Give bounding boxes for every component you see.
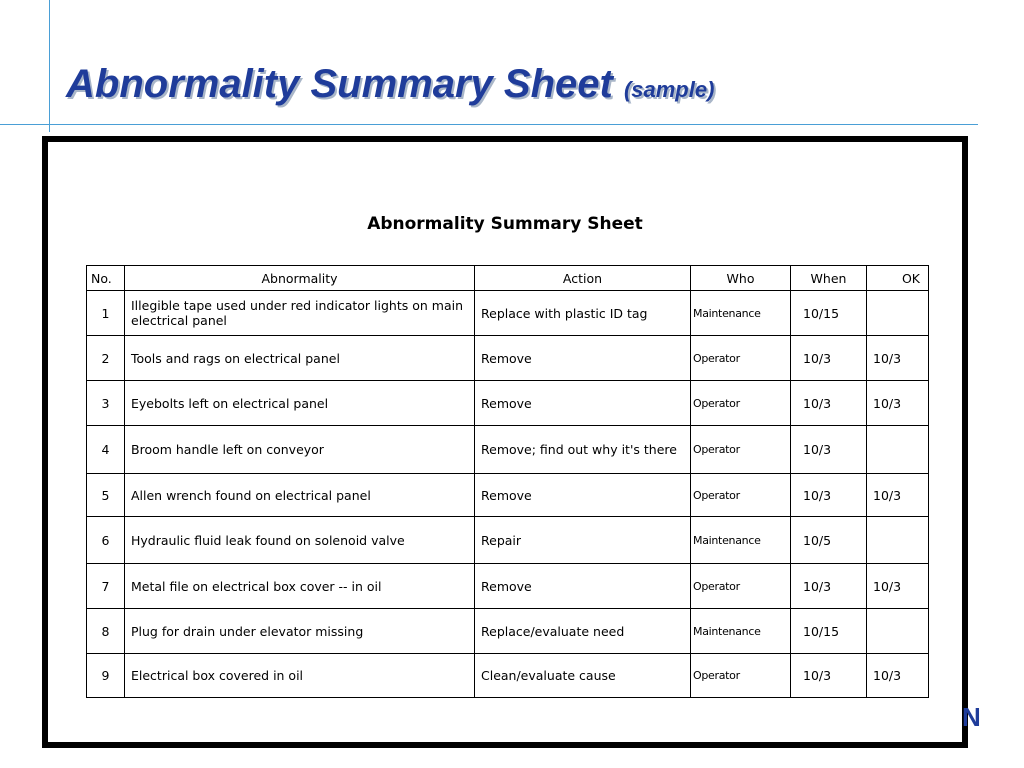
table-body [87, 291, 929, 698]
cell-action: Replace/evaluate need [475, 609, 691, 654]
cell-who: Maintenance [691, 517, 791, 564]
cell-ok: 10/3 [867, 381, 929, 426]
sheet-title: Abnormality Summary Sheet [367, 214, 643, 234]
cell-no: 3 [87, 381, 125, 426]
cell-action: Clean/evaluate cause [475, 654, 691, 698]
cell-abnormality: Tools and rags on electrical panel [125, 336, 475, 381]
cell-who: Maintenance [691, 609, 791, 654]
cell-no: 2 [87, 336, 125, 381]
table-row [87, 291, 929, 336]
cell-action: Remove [475, 564, 691, 609]
cell-ok: 10/3 [867, 336, 929, 381]
cell-ok [867, 517, 929, 564]
table-row [87, 564, 929, 609]
table-row [87, 426, 929, 474]
cell-who: Operator [691, 426, 791, 474]
cell-ok [867, 291, 929, 336]
cell-ok: 10/3 [867, 474, 929, 517]
header-action: Action [475, 266, 691, 291]
cell-no: 5 [87, 474, 125, 517]
header-abnormality: Abnormality [125, 266, 475, 291]
cell-ok [867, 426, 929, 474]
cell-ok: 10/3 [867, 564, 929, 609]
header-ok: OK [867, 266, 929, 291]
slide-subtitle: (sample) [623, 77, 715, 102]
cell-abnormality: Illegible tape used under red indicator lights on main electrical panel [125, 291, 475, 336]
cell-abnormality: Allen wrench found on electrical panel [125, 474, 475, 517]
table-row [87, 474, 929, 517]
cell-action: Remove [475, 474, 691, 517]
decorative-vertical-line [49, 0, 50, 132]
cell-when: 10/5 [791, 517, 867, 564]
cell-action: Replace with plastic ID tag [475, 291, 691, 336]
cell-when: 10/3 [791, 381, 867, 426]
cell-action: Remove; find out why it's there [475, 426, 691, 474]
cell-abnormality: Metal file on electrical box cover -- in oil [125, 564, 475, 609]
brand-letter: N [962, 702, 981, 732]
cell-action: Repair [475, 517, 691, 564]
cell-who: Operator [691, 654, 791, 698]
cell-when: 10/3 [791, 336, 867, 381]
cell-when: 10/3 [791, 426, 867, 474]
cell-ok [867, 609, 929, 654]
cell-when: 10/15 [791, 609, 867, 654]
cell-abnormality: Plug for drain under elevator missing [125, 609, 475, 654]
slide-title-text: Abnormality Summary Sheet [66, 62, 613, 106]
table-row [87, 609, 929, 654]
cell-no: 9 [87, 654, 125, 698]
cell-abnormality: Electrical box covered in oil [125, 654, 475, 698]
abnormality-table [86, 265, 929, 698]
cell-no: 7 [87, 564, 125, 609]
cell-abnormality: Eyebolts left on electrical panel [125, 381, 475, 426]
cell-who: Maintenance [691, 291, 791, 336]
slide-title [66, 62, 714, 107]
cell-abnormality: Broom handle left on conveyor [125, 426, 475, 474]
cell-who: Operator [691, 564, 791, 609]
cell-when: 10/3 [791, 474, 867, 517]
cell-action: Remove [475, 336, 691, 381]
cell-when: 10/3 [791, 654, 867, 698]
table-header-row [87, 266, 929, 291]
cell-abnormality: Hydraulic fluid leak found on solenoid valve [125, 517, 475, 564]
cell-who: Operator [691, 381, 791, 426]
header-who: Who [691, 266, 791, 291]
table-row [87, 517, 929, 564]
cell-ok: 10/3 [867, 654, 929, 698]
table-row [87, 336, 929, 381]
header-when: When [791, 266, 867, 291]
cell-no: 1 [87, 291, 125, 336]
table-row [87, 381, 929, 426]
cell-who: Operator [691, 474, 791, 517]
cell-when: 10/3 [791, 564, 867, 609]
cell-no: 6 [87, 517, 125, 564]
cell-when: 10/15 [791, 291, 867, 336]
table-row [87, 654, 929, 698]
cell-no: 4 [87, 426, 125, 474]
cell-no: 8 [87, 609, 125, 654]
header-no: No. [87, 266, 125, 291]
cell-who: Operator [691, 336, 791, 381]
decorative-horizontal-line [0, 124, 978, 125]
cell-action: Remove [475, 381, 691, 426]
